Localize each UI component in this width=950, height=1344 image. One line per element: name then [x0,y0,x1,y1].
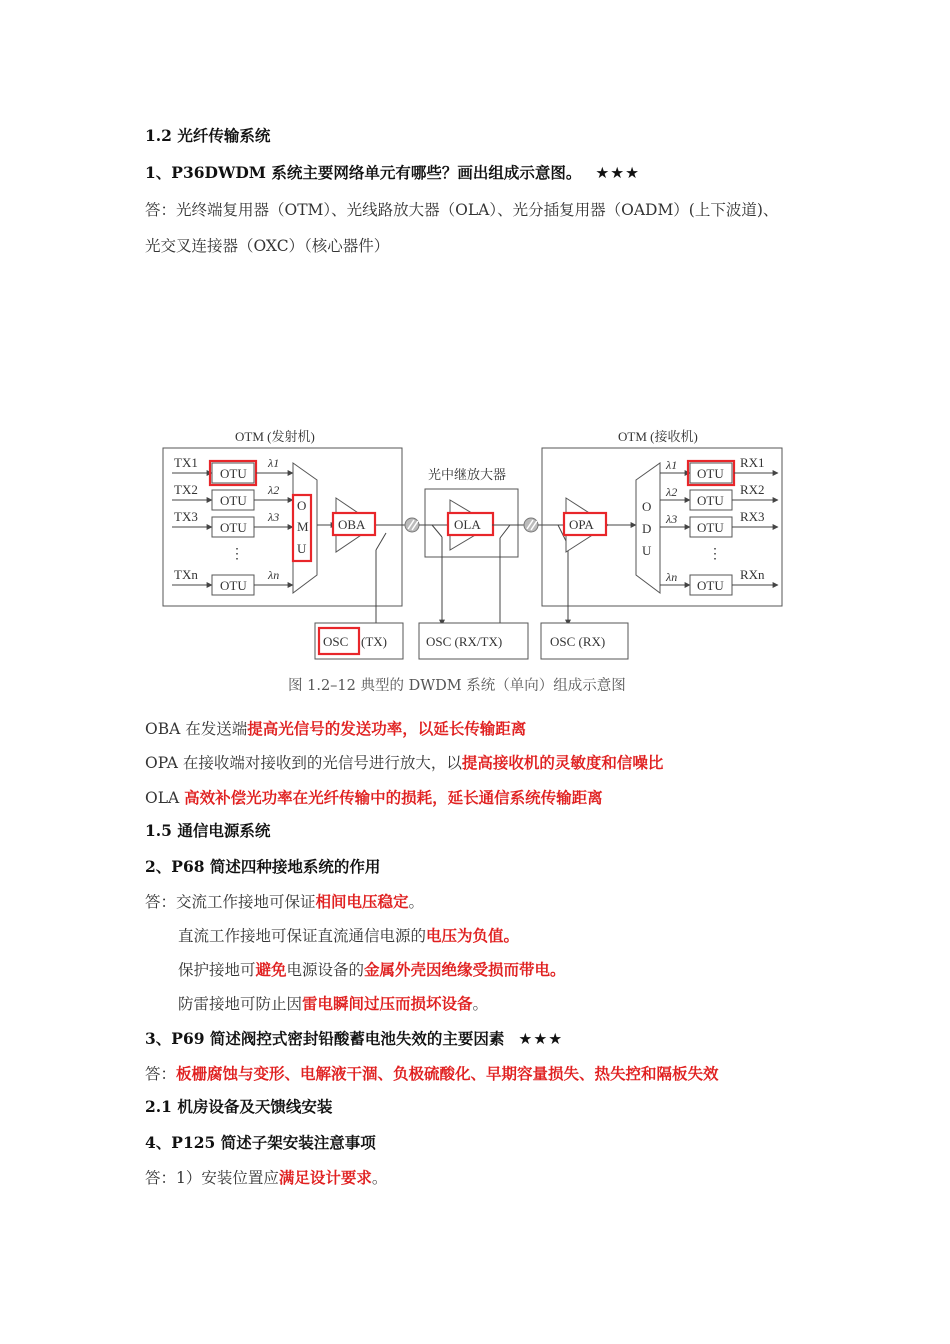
tx-label: TX1 [174,455,198,470]
answer-2-1-highlight: 相间电压稳定 [315,892,409,911]
omu-letter: U [297,541,307,556]
answer-4-prefix: 答：1）安装位置应 [145,1169,279,1187]
answer-3-prefix: 答： [145,1065,177,1083]
rx-label: RX3 [740,509,765,524]
note-ola-prefix: OLA [145,789,185,807]
answer-4-highlight: 满足设计要求 [278,1168,372,1187]
note-opa-prefix: OPA 在接收端对接收到的光信号进行放大，以 [145,754,462,772]
note-ola [145,788,603,808]
section-heading-2-1: 2.1 机房设备及天馈线安装 [145,1097,333,1116]
answer-2-2-prefix: 直流工作接地可保证直流通信电源的 [178,927,427,945]
answer-2-line2 [178,926,519,946]
omu-letter: M [297,519,309,534]
importance-stars: ★★★ [595,164,641,182]
answer-2-3-highlight-2: 金属外壳因绝缘受损而带电。 [364,960,566,979]
question-3 [145,1029,563,1049]
tx-row-3 [172,509,293,537]
note-oba [145,719,526,739]
answer-2-3-highlight-1: 避免 [255,960,287,979]
tx-row-2 [172,482,293,510]
answer-2-line1 [145,892,424,912]
otm-tx-title: OTM (发射机) [235,429,315,444]
oba-label: OBA [338,517,366,532]
opa-label: OPA [569,517,594,532]
osc-rx-label: OSC (RX) [550,634,606,649]
tx-ellipsis: ⋮ [230,547,244,562]
note-opa [145,753,663,773]
tx-label: TX3 [174,509,198,524]
lambda-label: λn [666,570,678,584]
otu-label: OTU [220,493,247,508]
rx-row-2 [660,482,778,510]
question-1 [145,163,640,183]
note-oba-highlight: 提高光信号的发送功率，以延长传输距离 [247,719,527,738]
rx-label: RX2 [740,482,765,497]
answer-2-4-highlight: 雷电瞬间过压而损坏设备 [302,994,473,1013]
otu-label: OTU [220,578,247,593]
osc-tx-suffix: (TX) [361,634,387,649]
note-oba-prefix: OBA 在发送端 [145,720,248,738]
answer-2-line4 [178,994,488,1014]
section-heading-1-5: 1.5 通信电源系统 [145,821,271,840]
answer-1-line1: 答：光终端复用器（OTM）、光线路放大器（OLA）、光分插复用器（OADM）(上下波道)、 [145,201,779,219]
question-2: 2、P68 简述四种接地系统的作用 [145,857,381,876]
question-3-text: 3、P69 简述阀控式密封铅酸蓄电池失效的主要因素 [145,1029,505,1048]
osc-tx-label: OSC [323,634,349,649]
rx-ellipsis: ⋮ [708,547,722,562]
answer-2-4-suffix: 。 [472,995,489,1013]
importance-stars: ★★★ [518,1030,564,1048]
answer-4 [145,1168,387,1188]
otu-label: OTU [697,493,724,508]
question-1-text: 1、P36DWDM 系统主要网络单元有哪些？画出组成示意图。 [145,163,582,182]
osc-rxtx-label: OSC (RX/TX) [426,634,503,649]
lambda-label: λ3 [666,512,678,526]
relay-title: 光中继放大器 [428,467,507,482]
rx-label: RXn [740,567,765,582]
rx-row-1 [660,455,778,485]
lambda-label: λ1 [268,456,280,470]
otm-rx-title: OTM (接收机) [618,429,698,444]
rx-label: RX1 [740,455,765,470]
answer-2-3-prefix: 保护接地可 [178,961,256,979]
odu-letter: U [642,543,652,558]
lambda-label: λ2 [666,485,678,499]
tx-row-1 [172,455,293,485]
answer-1-line2: 光交叉连接器（OXC）（核心器件） [145,237,390,255]
tx-label: TX2 [174,482,198,497]
answer-2-4-prefix: 防雷接地可防止因 [178,995,303,1013]
answer-2-2-highlight: 电压为负值。 [426,926,520,945]
lambda-label: λn [268,568,280,582]
section-heading-1-2: 1.2 光纤传输系统 [145,126,271,145]
otu-label: OTU [697,578,724,593]
tx-row-n [172,567,293,595]
lambda-label: λ2 [268,483,280,497]
rx-row-n [660,567,778,595]
otu-label: OTU [220,466,247,481]
ola-label: OLA [454,517,481,532]
answer-4-suffix: 。 [371,1169,388,1187]
question-4: 4、P125 简述子架安装注意事项 [145,1133,376,1152]
otu-label: OTU [697,520,724,535]
dwdm-system-diagram [150,425,800,670]
omu-letter: O [297,498,307,513]
answer-2-3-mid: 电源设备的 [286,961,365,979]
odu-letter: D [642,521,652,536]
odu-letter: O [642,499,652,514]
otu-label: OTU [220,520,247,535]
answer-3-highlight: 板栅腐蚀与变形、电解液干涸、负极硫酸化、早期容量损失、热失控和隔板失效 [176,1064,719,1083]
answer-2-line3 [178,960,566,980]
rx-row-3 [660,509,778,537]
answer-2-1-suffix: 。 [408,893,425,911]
lambda-label: λ1 [666,458,678,472]
answer-2-1-prefix: 答：交流工作接地可保证 [145,893,316,911]
answer-3 [145,1064,719,1084]
lambda-label: λ3 [268,510,280,524]
tx-label: TXn [174,567,198,582]
note-ola-highlight: 高效补偿光功率在光纤传输中的损耗，延长通信系统传输距离 [184,788,603,807]
otu-label: OTU [697,466,724,481]
note-opa-highlight: 提高接收机的灵敏度和信噪比 [461,753,664,772]
figure-caption: 图 1.2–12 典型的 DWDM 系统（单向）组成示意图 [288,678,626,694]
